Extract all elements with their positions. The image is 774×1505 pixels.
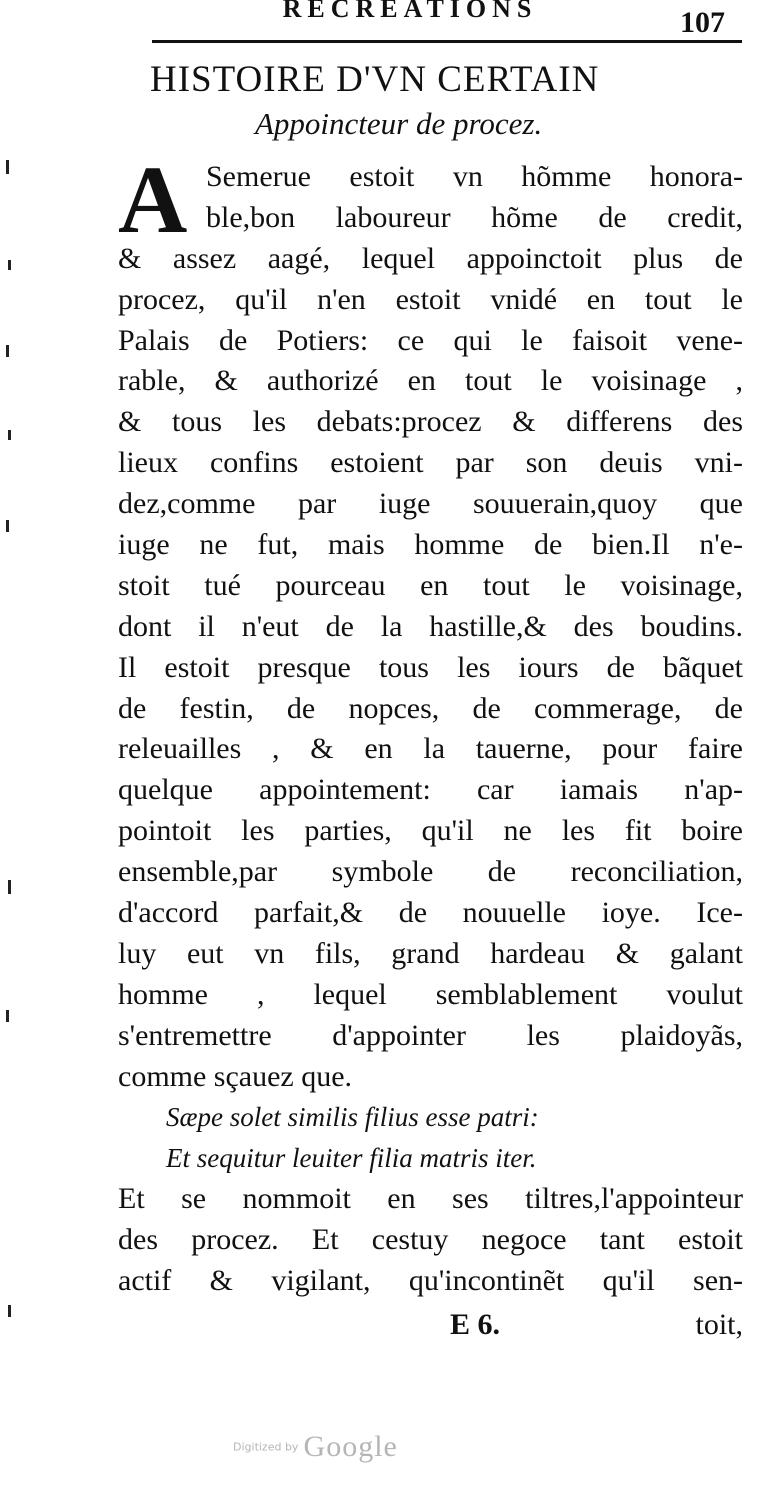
gutter-mark (8, 1305, 11, 1317)
text-line: homme , lequel semblablement voulut (118, 977, 743, 1011)
text-line: Il estoit presque tous les iours de bãquet (118, 650, 743, 684)
gutter-mark (8, 880, 11, 894)
page-number: 107 (680, 6, 725, 39)
text-line: de festin, de nopces, de commerage, de (118, 691, 743, 725)
text-line: & tous les debats:procez & differens des (118, 405, 743, 439)
gutter-mark (6, 345, 9, 357)
running-head: RECREATIONS (282, 0, 538, 23)
gutter-mark (8, 260, 11, 270)
text-line: luy eut vn fils, grand hardeau & galant (118, 936, 743, 970)
body-text (118, 146, 743, 1302)
text-line: dont il n'eut de la hastille,& des boudins. (118, 609, 743, 643)
verse-line: Et sequitur leuiter filia matris iter. (166, 1143, 537, 1174)
drop-cap: A (118, 146, 188, 253)
catchword: toit, (695, 1308, 743, 1341)
gutter-mark (6, 1010, 9, 1022)
header-rule (152, 40, 742, 43)
text-line: actif & vigilant, qu'incontinẽt qu'il sen- (118, 1264, 743, 1298)
gutter-mark (8, 430, 11, 440)
verse-line: Sæpe solet similis filius esse patri: (166, 1102, 539, 1133)
text-line: des procez. Et cestuy negoce tant estoit (118, 1223, 743, 1257)
text-line: d'accord parfait,& de nouuelle ioye. Ice- (118, 896, 743, 930)
text-line: comme sçauez que. (118, 1059, 353, 1093)
gutter-mark (6, 160, 9, 174)
text-line: quelque appointement: car iamais n'ap- (118, 773, 743, 807)
page-footer (118, 1308, 743, 1348)
text-line: iuge ne fut, mais homme de bien.Il n'e- (118, 528, 743, 562)
text-line: & assez aagé, lequel appoinctoit plus de (118, 241, 743, 275)
text-line: pointoit les parties, qu'il ne les fit boire (118, 814, 743, 848)
text-line: Et se nommoit en ses tiltres,l'appointeur (118, 1182, 743, 1216)
text-line: lieux confins estoient par son deuis vni- (118, 446, 743, 480)
text-line: rable, & authorizé en tout le voisinage , (118, 364, 743, 398)
google-logo: Google (303, 1430, 398, 1463)
text-line: ensemble,par symbole de reconciliation, (118, 855, 743, 889)
text-line: dez,comme par iuge souuerain,quoy que (118, 487, 743, 521)
digitized-watermark (233, 1430, 398, 1464)
text-line: procez, qu'il n'en estoit vnidé en tout le (118, 282, 743, 316)
gutter-mark (6, 520, 9, 532)
signature-mark: E 6. (450, 1308, 501, 1341)
text-line: releuailles , & en la tauerne, pour faire (118, 732, 743, 766)
chapter-title: HISTOIRE D'VN CERTAIN (150, 59, 600, 100)
text-line: stoit tué pourceau en tout le voisinage, (118, 568, 743, 602)
text-line: Palais de Potiers: ce qui le faisoit vene- (118, 323, 743, 357)
chapter-subtitle: Appoincteur de procez. (255, 106, 543, 141)
text-line: ble,bon laboureur hõme de credit, (206, 200, 743, 234)
watermark-prefix: Digitized by (233, 1440, 299, 1454)
text-line: Semerue estoit vn hõmme honora- (206, 160, 743, 193)
text-line: s'entremettre d'appointer les plaidoyãs, (118, 1018, 743, 1052)
